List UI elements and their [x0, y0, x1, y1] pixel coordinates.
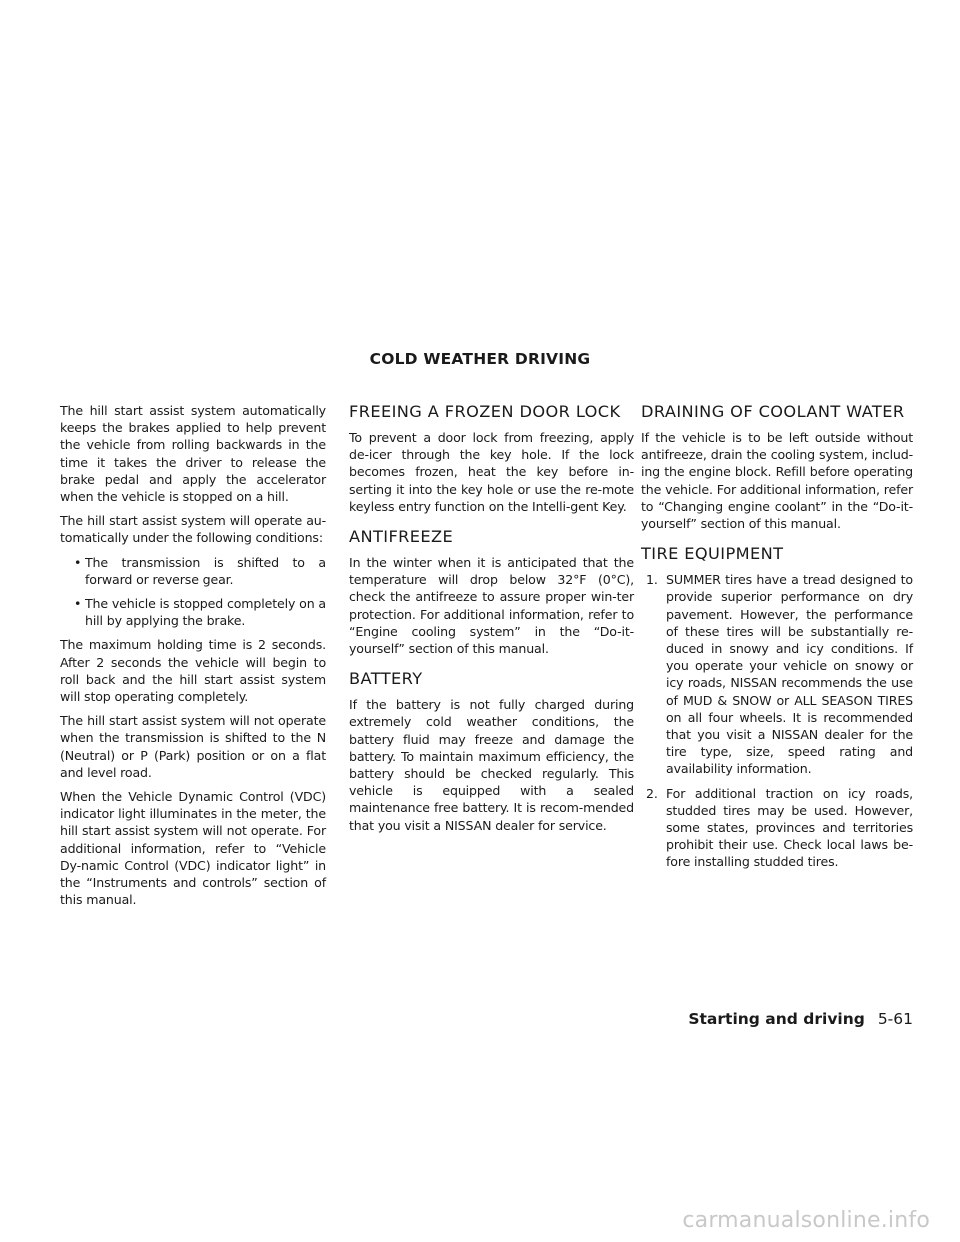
heading-battery: BATTERY — [349, 669, 423, 689]
vdc-paragraph: When the Vehicle Dynamic Control (VDC) indicator light illuminates in the meter, the hill start assist system will not operate. For additional information, refer to “Vehicle Dy-namic Control (VDC) indicator light” in the “Instruments and controls” section of this manual. — [60, 789, 326, 908]
tire-numbered-list — [641, 571, 913, 870]
page-number: 5-61 — [877, 1010, 913, 1028]
conditions-bullet-list — [60, 554, 326, 630]
list-item-number: 1. — [646, 572, 658, 588]
list-item — [641, 785, 913, 871]
hill-start-conditions-paragraph: The hill start assist system will operate au-tomatically under the following conditions: — [60, 513, 326, 546]
heading-tire-equipment: TIRE EQUIPMENT — [641, 544, 784, 564]
list-item-text: SUMMER tires have a tread designed to provide superior performance on dry pavement. However, the performance of these tires will be substantially re-duced in snowy and icy conditions. If you operate your vehicle on snowy or icy roads, NISSAN recommends the use of MUD & SNOW or ALL SEASON TIRES on all four wheels. It is recommended that you visit a NISSAN dealer for the tire type, size, speed rating and availability information. — [666, 572, 913, 777]
frozen-door-lock-paragraph: To prevent a door lock from freezing, apply de-icer through the key hole. If the lock becomes frozen, heat the key before in-serting it into the key hole or use the re-mote keyless entry function on the Intelli-gent Key. — [349, 430, 634, 514]
page-footer — [688, 1010, 913, 1028]
column-2 — [349, 402, 634, 841]
battery-paragraph: If the battery is not fully charged during extremely cold weather conditions, the battery fluid may freeze and damage the battery. To maintain maximum efficiency, the battery should be checked regularly. This vehicle is equipped with a sealed maintenance free battery. It is recom-mended that you visit a NISSAN dealer for service. — [349, 697, 634, 833]
list-item — [641, 571, 913, 777]
heading-frozen-door-lock: FREEING A FROZEN DOOR LOCK — [349, 402, 621, 421]
column-1 — [60, 402, 326, 915]
antifreeze-paragraph: In the winter when it is anticipated that the temperature will drop below 32°F (0°C), check the antifreeze to assure proper win-ter protection. For additional information, refer to “Engine cooling system” in the “Do-it-yourself” section of this manual. — [349, 555, 634, 657]
not-operate-paragraph: The hill start assist system will not operate when the transmission is shifted to the N (Neutral) or P (Park) position or on a flat and level road. — [60, 713, 326, 780]
footer-chapter-title: Starting and driving — [688, 1010, 865, 1028]
list-item-number: 2. — [646, 785, 658, 801]
heading-draining-coolant: DRAINING OF COOLANT WATER — [641, 402, 905, 421]
bullet-item: • The vehicle is stopped completely on a hill by applying the brake. — [60, 595, 326, 629]
draining-coolant-paragraph: If the vehicle is to be left outside without antifreeze, drain the cooling system, includ-ing the engine block. Refill before operating the vehicle. For additional information, refer to “Changing engine coolant” in the “Do-it-yourself” section of this manual. — [641, 430, 913, 532]
hill-start-intro-paragraph: The hill start assist system automatically keeps the brakes applied to help prevent the vehicle from rolling backwards in the time it takes the driver to release the brake pedal and apply the accelerator when the vehicle is stopped on a hill. — [60, 403, 326, 505]
list-item-text: For additional traction on icy roads, studded tires may be used. However, some states, provinces and territories prohibit their use. Check local laws be-fore installing studded tires. — [666, 785, 913, 870]
watermark: carmanualsonline.info — [682, 1208, 930, 1233]
bullet-item: • The transmission is shifted to a forward or reverse gear. — [60, 554, 326, 588]
heading-antifreeze: ANTIFREEZE — [349, 527, 454, 547]
column-3 — [641, 402, 913, 878]
section-title: COLD WEATHER DRIVING — [369, 350, 591, 368]
holding-time-paragraph: The maximum holding time is 2 seconds. After 2 seconds the vehicle will begin to roll back and the hill start assist system will stop operating completely. — [60, 637, 326, 705]
